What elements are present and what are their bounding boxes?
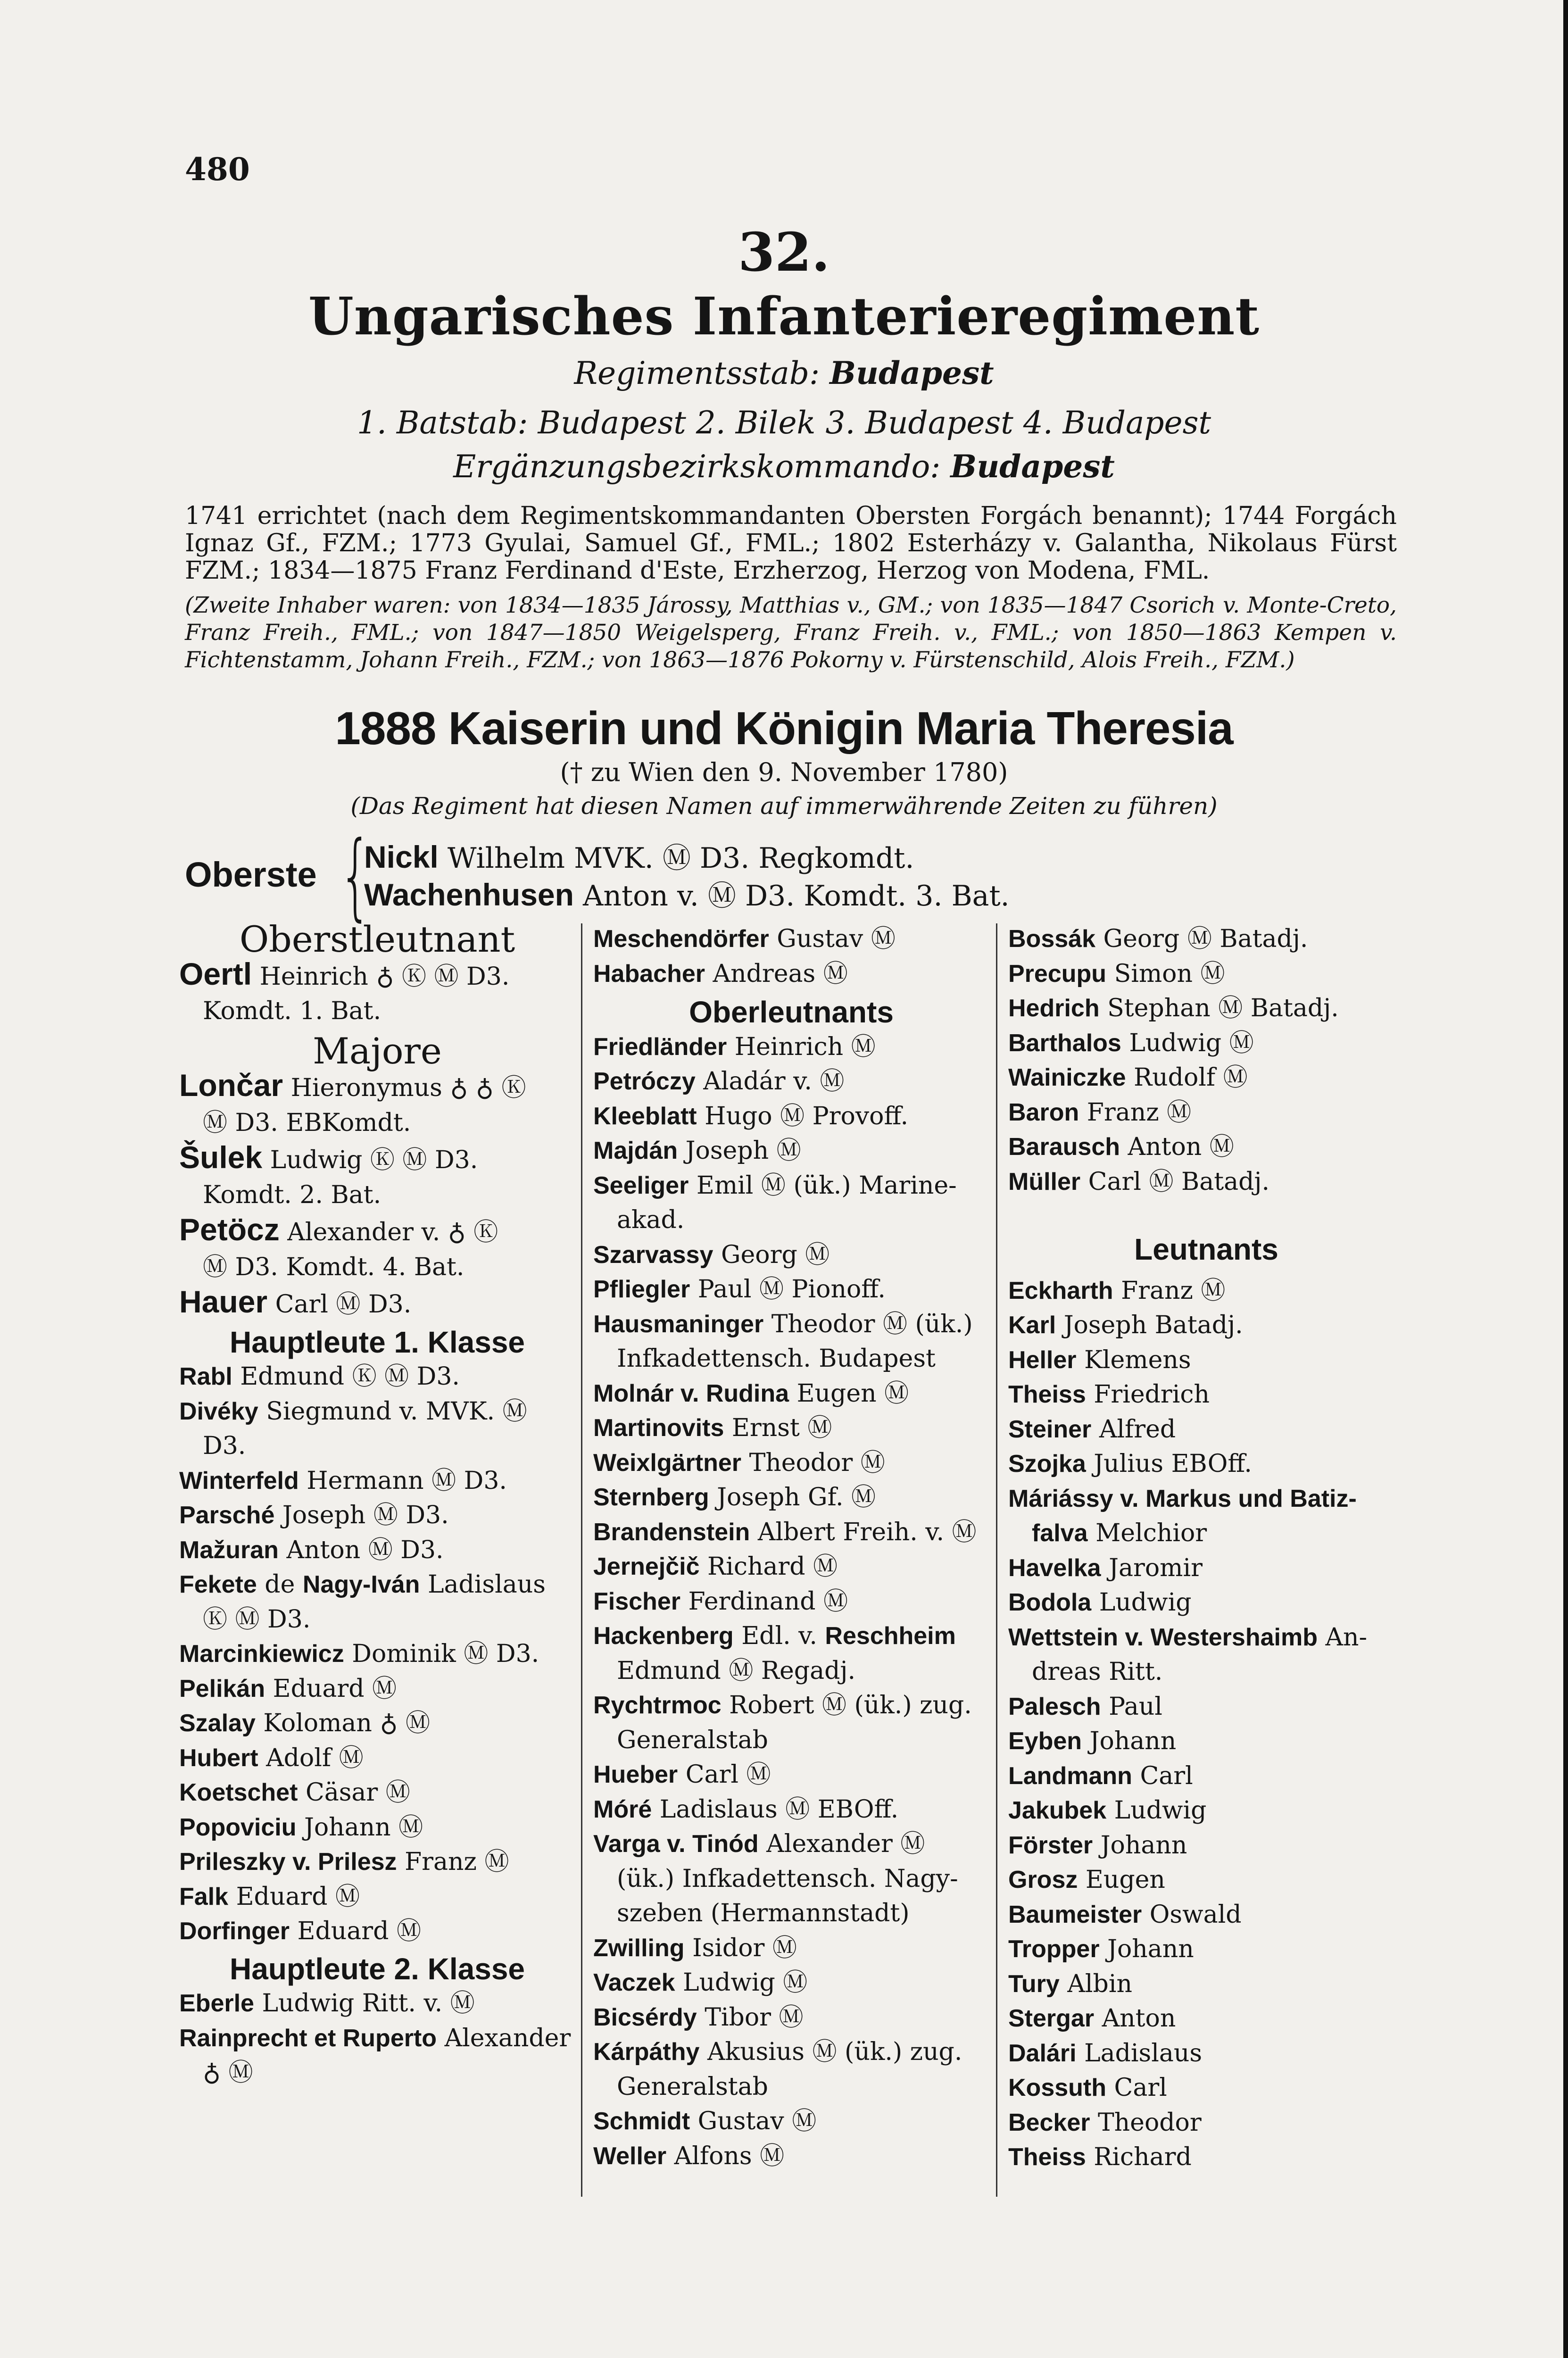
section-heading-hauptleute-2: Hauptleute 2. Klasse bbox=[230, 1951, 525, 1986]
entry: Baron Franz Ⓜ bbox=[1008, 1098, 1192, 1127]
batstab-line: 1. Batstab: Budapest 2. Bilek 3. Budapest 4. Budapest bbox=[357, 405, 1211, 441]
entry-cont: Ⓚ Ⓜ D3. bbox=[203, 1605, 311, 1634]
brace-glyph: { bbox=[339, 821, 372, 931]
erg-value: Budapest bbox=[950, 448, 1115, 485]
entry: Rychtrmoc Robert Ⓜ (ük.) zug. bbox=[593, 1691, 972, 1719]
erg-label: Ergänzungsbezirkskommando: bbox=[453, 448, 941, 485]
entry: Mažuran Anton Ⓜ D3. bbox=[179, 1536, 444, 1564]
entry: Winterfeld Hermann Ⓜ D3. bbox=[179, 1466, 507, 1495]
entry: Bossák Georg Ⓜ Batadj. bbox=[1008, 925, 1308, 953]
stab-value: Budapest bbox=[830, 355, 994, 391]
entry: Meschendörfer Gustav Ⓜ bbox=[593, 925, 896, 953]
entry: Pelikán Eduard Ⓜ bbox=[179, 1674, 397, 1703]
entry: Hausmaninger Theodor Ⓜ (ük.) bbox=[593, 1310, 973, 1338]
section-heading-oberleutnants: Oberleutnants bbox=[689, 995, 894, 1029]
entry: Tury Albin bbox=[1008, 1969, 1132, 1998]
entry-cont: Infkadettensch. Budapest bbox=[617, 1345, 936, 1373]
entry: Hackenberg Edl. v. Reschheim bbox=[593, 1622, 956, 1650]
entry: Dorfinger Eduard Ⓜ bbox=[179, 1917, 421, 1945]
entry-cont: Ⓜ D3. Komdt. 4. Bat. bbox=[203, 1253, 465, 1281]
entry: Wettstein v. Westershaimb An- bbox=[1008, 1623, 1368, 1652]
entry-cont: Ⓜ D3. EBKomdt. bbox=[203, 1108, 411, 1137]
entry: Havelka Jaromir bbox=[1008, 1553, 1203, 1582]
entry: Varga v. Tinód Alexander Ⓜ bbox=[593, 1830, 925, 1858]
section-heading-leutnants: Leutnants bbox=[1134, 1232, 1278, 1266]
entry: Barthalos Ludwig Ⓜ bbox=[1008, 1029, 1254, 1057]
second-owners-paragraph: (Zweite Inhaber waren: von 1834—1835 Járossy, Matthias v., GM.; von 1835—1847 Csorich v. Monte-Creto, Franz Freih., FML.; von 1847—1850 Weigelsperg, Franz Freih. v., FML.; von 1850—1863 Kempen v. Fichtenstamm, Johann Freih., FZM.; von 1863—1876 Pokorny v. Fürstenschild, Alois Freih., FZM.) bbox=[185, 592, 1397, 673]
entry-cont: D3. bbox=[203, 1432, 246, 1460]
regiment-title: Ungarisches Infanterieregiment bbox=[308, 286, 1260, 347]
entry: Bicsérdy Tibor Ⓜ bbox=[593, 2003, 804, 2032]
entry: Stergar Anton bbox=[1008, 2004, 1176, 2033]
column-rule bbox=[996, 923, 997, 2197]
entry: Weixlgärtner Theodor Ⓜ bbox=[593, 1448, 885, 1477]
entry: Eyben Johann bbox=[1008, 1727, 1177, 1755]
entry: Hedrich Stephan Ⓜ Batadj. bbox=[1008, 994, 1339, 1022]
entry: Jakubek Ludwig bbox=[1008, 1796, 1207, 1825]
entry-cont: szeben (Hermannstadt) bbox=[617, 1899, 910, 1927]
entry: Prileszky v. Prilesz Franz Ⓜ bbox=[179, 1848, 509, 1876]
entry-cont: akad. bbox=[617, 1206, 685, 1234]
entry: Lončar Hieronymus ♁ ♁ Ⓚ bbox=[179, 1068, 526, 1103]
entry: Becker Theodor bbox=[1008, 2108, 1202, 2137]
entry: Parsché Joseph Ⓜ D3. bbox=[179, 1501, 449, 1529]
column-leutnants bbox=[1008, 922, 1404, 2175]
entry: Landmann Carl bbox=[1008, 1761, 1193, 1790]
entry: Divéky Siegmund v. MVK. Ⓜ bbox=[179, 1397, 527, 1426]
entry: Müller Carl Ⓜ Batadj. bbox=[1008, 1167, 1270, 1196]
patron-title: 1888 Kaiserin und Königin Maria Theresia bbox=[335, 702, 1233, 754]
entry: Falk Eduard Ⓜ bbox=[179, 1882, 360, 1911]
regiment-number: 32. bbox=[738, 222, 830, 283]
entry: Fischer Ferdinand Ⓜ bbox=[593, 1587, 848, 1616]
entry: Oertl Heinrich ♁ Ⓚ Ⓜ D3. bbox=[179, 956, 510, 991]
entry: Szarvassy Georg Ⓜ bbox=[593, 1240, 830, 1269]
entry: Máriássy v. Markus und Batiz- bbox=[1008, 1485, 1357, 1512]
perpetual-name-note: (Das Regiment hat diesen Namen auf immerwährende Zeiten zu führen) bbox=[350, 792, 1218, 820]
entry: Brandenstein Albert Freih. v. Ⓜ bbox=[593, 1518, 977, 1546]
entry: Wainiczke Rudolf Ⓜ bbox=[1008, 1063, 1248, 1092]
entry: Petöcz Alexander v. ♁ Ⓚ bbox=[179, 1212, 498, 1247]
entry: Petróczy Aladár v. Ⓜ bbox=[593, 1067, 845, 1096]
entry: Vaczek Ludwig Ⓜ bbox=[593, 1968, 808, 1997]
entry-cont: ♁ Ⓜ bbox=[203, 2059, 253, 2087]
entry: Theiss Richard bbox=[1008, 2143, 1192, 2171]
section-heading-majore: Majore bbox=[313, 1030, 442, 1072]
entry: Eberle Ludwig Ritt. v. Ⓜ bbox=[179, 1989, 475, 2018]
entry-cont: falva Melchior bbox=[1032, 1519, 1207, 1547]
entry: Bodola Ludwig bbox=[1008, 1588, 1192, 1617]
stab-label: Regimentsstab: bbox=[574, 355, 820, 391]
entry: Majdán Joseph Ⓜ bbox=[593, 1137, 801, 1165]
entry: Heller Klemens bbox=[1008, 1345, 1191, 1374]
entry: Martinovits Ernst Ⓜ bbox=[593, 1414, 832, 1442]
entry-cont: Generalstab bbox=[617, 2072, 768, 2101]
entry: Baumeister Oswald bbox=[1008, 1900, 1242, 1929]
entry: Hubert Adolf Ⓜ bbox=[179, 1744, 364, 1772]
entry: Friedländer Heinrich Ⓜ bbox=[593, 1032, 876, 1061]
entry: Schmidt Gustav Ⓜ bbox=[593, 2107, 817, 2135]
entry: Kossuth Carl bbox=[1008, 2074, 1167, 2102]
entry: Koetschet Cäsar Ⓜ bbox=[179, 1778, 410, 1807]
entry: Móré Ladislaus Ⓜ EBOff. bbox=[593, 1795, 899, 1824]
oberst-details: Wilhelm MVK. Ⓜ D3. Regkomdt. bbox=[447, 842, 914, 875]
entry: Jernejčič Richard Ⓜ bbox=[593, 1553, 838, 1581]
column-staff-officers bbox=[179, 918, 575, 2091]
entry-cont: dreas Ritt. bbox=[1032, 1658, 1163, 1686]
entry: Zwilling Isidor Ⓜ bbox=[593, 1934, 797, 1962]
entry: Sternberg Joseph Gf. Ⓜ bbox=[593, 1483, 876, 1511]
section-heading-oberstleutnant: Oberstleutnant bbox=[239, 918, 515, 960]
entry: Szojka Julius EBOff. bbox=[1008, 1450, 1252, 1478]
entry: Karl Joseph Batadj. bbox=[1008, 1311, 1243, 1339]
entry-cont: Komdt. 1. Bat. bbox=[203, 997, 382, 1025]
entry: Pfliegler Paul Ⓜ Pionoff. bbox=[593, 1275, 886, 1304]
entry: Hauer Carl Ⓜ D3. bbox=[179, 1284, 412, 1319]
entry: Rabl Edmund Ⓚ Ⓜ D3. bbox=[179, 1362, 460, 1391]
entry-cont: Komdt. 2. Bat. bbox=[203, 1180, 382, 1209]
entry: Molnár v. Rudina Eugen Ⓜ bbox=[593, 1379, 909, 1408]
entry: Popoviciu Johann Ⓜ bbox=[179, 1813, 423, 1842]
entry: Rainprecht et Ruperto Alexander bbox=[179, 2024, 571, 2052]
oberst-details: Anton v. Ⓜ D3. Komdt. 3. Bat. bbox=[583, 880, 1010, 913]
column-rule bbox=[581, 923, 582, 2197]
erganzung-line bbox=[0, 448, 1568, 485]
column-oberleutnants bbox=[593, 922, 989, 2174]
entry: Fekete de Nagy-Iván Ladislaus bbox=[179, 1570, 546, 1599]
entry: Habacher Andreas Ⓜ bbox=[593, 959, 848, 988]
entry: Grosz Eugen bbox=[1008, 1866, 1165, 1894]
oberst-name: Wachenhusen bbox=[364, 877, 574, 912]
page-number: 480 bbox=[185, 151, 250, 188]
entry: Precupu Simon Ⓜ bbox=[1008, 959, 1225, 988]
entry: Šulek Ludwig Ⓚ Ⓜ D3. bbox=[179, 1140, 478, 1175]
patron-death-note: († zu Wien den 9. November 1780) bbox=[560, 757, 1008, 787]
entry: Kleeblatt Hugo Ⓜ Provoff. bbox=[593, 1102, 909, 1130]
entry: Kárpáthy Akusius Ⓜ (ük.) zug. bbox=[593, 2038, 962, 2066]
section-heading-hauptleute-1: Hauptleute 1. Klasse bbox=[230, 1325, 525, 1359]
oberst-entry bbox=[364, 836, 914, 876]
entry: Tropper Johann bbox=[1008, 1935, 1194, 1963]
entry: Barausch Anton Ⓜ bbox=[1008, 1133, 1234, 1161]
entry: Szalay Koloman ♁ Ⓜ bbox=[179, 1709, 430, 1737]
history-paragraph: 1741 errichtet (nach dem Regimentskommandanten Obersten Forgách benannt); 1744 Forgách Ignaz Gf., FZM.; 1773 Gyulai, Samuel Gf., FML.; 1802 Esterházy v. Galantha, Nikolaus Fürst FZM.; 1834—1875 Franz Ferdinand d'Este, Erzherzog, Herzog von Modena, FML. bbox=[185, 502, 1397, 585]
entry-cont: (ük.) Infkadettensch. Nagy- bbox=[617, 1864, 958, 1893]
entry: Hueber Carl Ⓜ bbox=[593, 1760, 771, 1789]
entry: Eckharth Franz Ⓜ bbox=[1008, 1276, 1226, 1305]
entry-cont: Generalstab bbox=[617, 1726, 768, 1754]
entry-cont: Edmund Ⓜ Regadj. bbox=[617, 1656, 856, 1685]
regimentsstab-line bbox=[0, 355, 1568, 391]
entry: Förster Johann bbox=[1008, 1831, 1187, 1860]
oberste-label: Oberste bbox=[185, 855, 317, 894]
entry: Seeliger Emil Ⓜ (ük.) Marine- bbox=[593, 1171, 957, 1200]
oberst-entry bbox=[364, 873, 1010, 914]
entry: Theiss Friedrich bbox=[1008, 1380, 1210, 1409]
entry: Marcinkiewicz Dominik Ⓜ D3. bbox=[179, 1640, 539, 1668]
entry: Weller Alfons Ⓜ bbox=[593, 2142, 785, 2170]
entry: Steiner Alfred bbox=[1008, 1415, 1176, 1444]
oberst-name: Nickl bbox=[364, 839, 439, 874]
entry: Palesch Paul bbox=[1008, 1692, 1162, 1721]
entry: Dalári Ladislaus bbox=[1008, 2039, 1203, 2067]
